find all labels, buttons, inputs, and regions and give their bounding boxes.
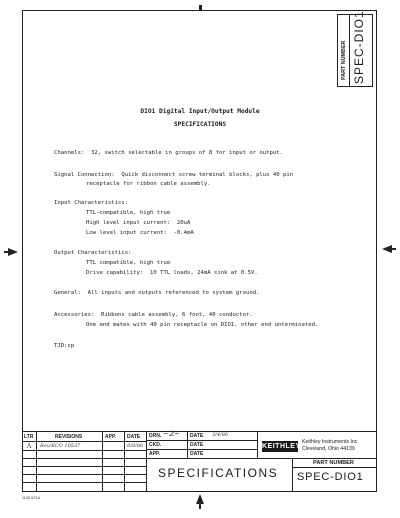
- part-number-vertical: SPEC-DIO1: [352, 10, 366, 84]
- rev-header-date: DATE: [127, 434, 141, 440]
- output-heading: Output Characteristics:: [54, 250, 132, 256]
- accessories-line-2: One end mates with 40 pin receptacle on DIO1, other end unterminated.: [86, 322, 319, 328]
- document-heading: DIO1 Digital Input/Output Module: [140, 108, 260, 115]
- ckd-date-label: DATE: [190, 442, 204, 448]
- right-arrow-stem: [390, 248, 396, 250]
- drn-label: DRN.: [149, 433, 162, 439]
- part-number-box-divider: [349, 14, 350, 87]
- rev-header-revisions: REVISIONS: [55, 434, 83, 440]
- rev-row-description: Rev/ECO 10537: [40, 443, 81, 449]
- drn-signature: ~ℤ~: [163, 430, 180, 438]
- ckd-label: CKD.: [149, 442, 162, 448]
- signal-connection-line-1: Signal Connection: Quick disconnect screw terminal blocks, plus 40 pin: [54, 172, 294, 178]
- output-line-1: TTL compatible, high true: [86, 260, 171, 266]
- drn-date: 3/4/86: [212, 432, 229, 438]
- output-line-2: Drive capability: 10 TTL loads, 24mA sink at 0.5V.: [86, 270, 258, 276]
- keithley-logo: KEITHLEY: [262, 443, 301, 450]
- company-name: Keithley Instruments Inc.: [302, 439, 359, 445]
- footer-part-number-label: PART NUMBER: [313, 460, 354, 466]
- bottom-arrow-stem: [199, 503, 201, 509]
- app-label: APP.: [149, 451, 161, 457]
- form-number: 1108 3/71A: [22, 496, 41, 500]
- top-center-mark: [199, 5, 202, 10]
- input-line-3: Low level input current: -0.4mA: [86, 230, 194, 236]
- accessories-line-1: Accessories: Ribbons cable assembly, 6 foot, 40 conductor.: [54, 312, 253, 318]
- signal-connection-line-2: receptacle for ribbon cable assembly.: [86, 181, 211, 187]
- drawing-title: SPECIFICATIONS: [158, 466, 279, 480]
- app-date-label: DATE: [190, 451, 204, 457]
- document-subheading: SPECIFICATIONS: [173, 121, 227, 128]
- general-line: General: All inputs and outputs referenced to system ground.: [54, 290, 260, 296]
- input-line-2: High level input current: 20uA: [86, 220, 191, 226]
- part-number-label: PART NUMBER: [341, 40, 347, 80]
- rev-header-app: APP.: [105, 434, 117, 440]
- input-line-1: TTL-compatible, high true: [86, 210, 171, 216]
- channels-line: Channels: 32, switch selectable in groups of 8 for input or output.: [54, 150, 284, 156]
- left-arrow-stem: [4, 251, 10, 253]
- input-heading: Input Characteristics:: [54, 200, 129, 206]
- rev-header-ltr: LTR: [24, 434, 34, 440]
- rev-row-ltr: A: [27, 443, 32, 450]
- initials-line: TJD:cp: [54, 343, 75, 349]
- drn-date-label: DATE: [190, 433, 204, 439]
- company-city: Cleveland, Ohio 44139: [302, 446, 355, 452]
- rev-row-date: 8/8/86: [127, 443, 144, 449]
- footer-part-number: SPEC-DIO1: [297, 471, 364, 483]
